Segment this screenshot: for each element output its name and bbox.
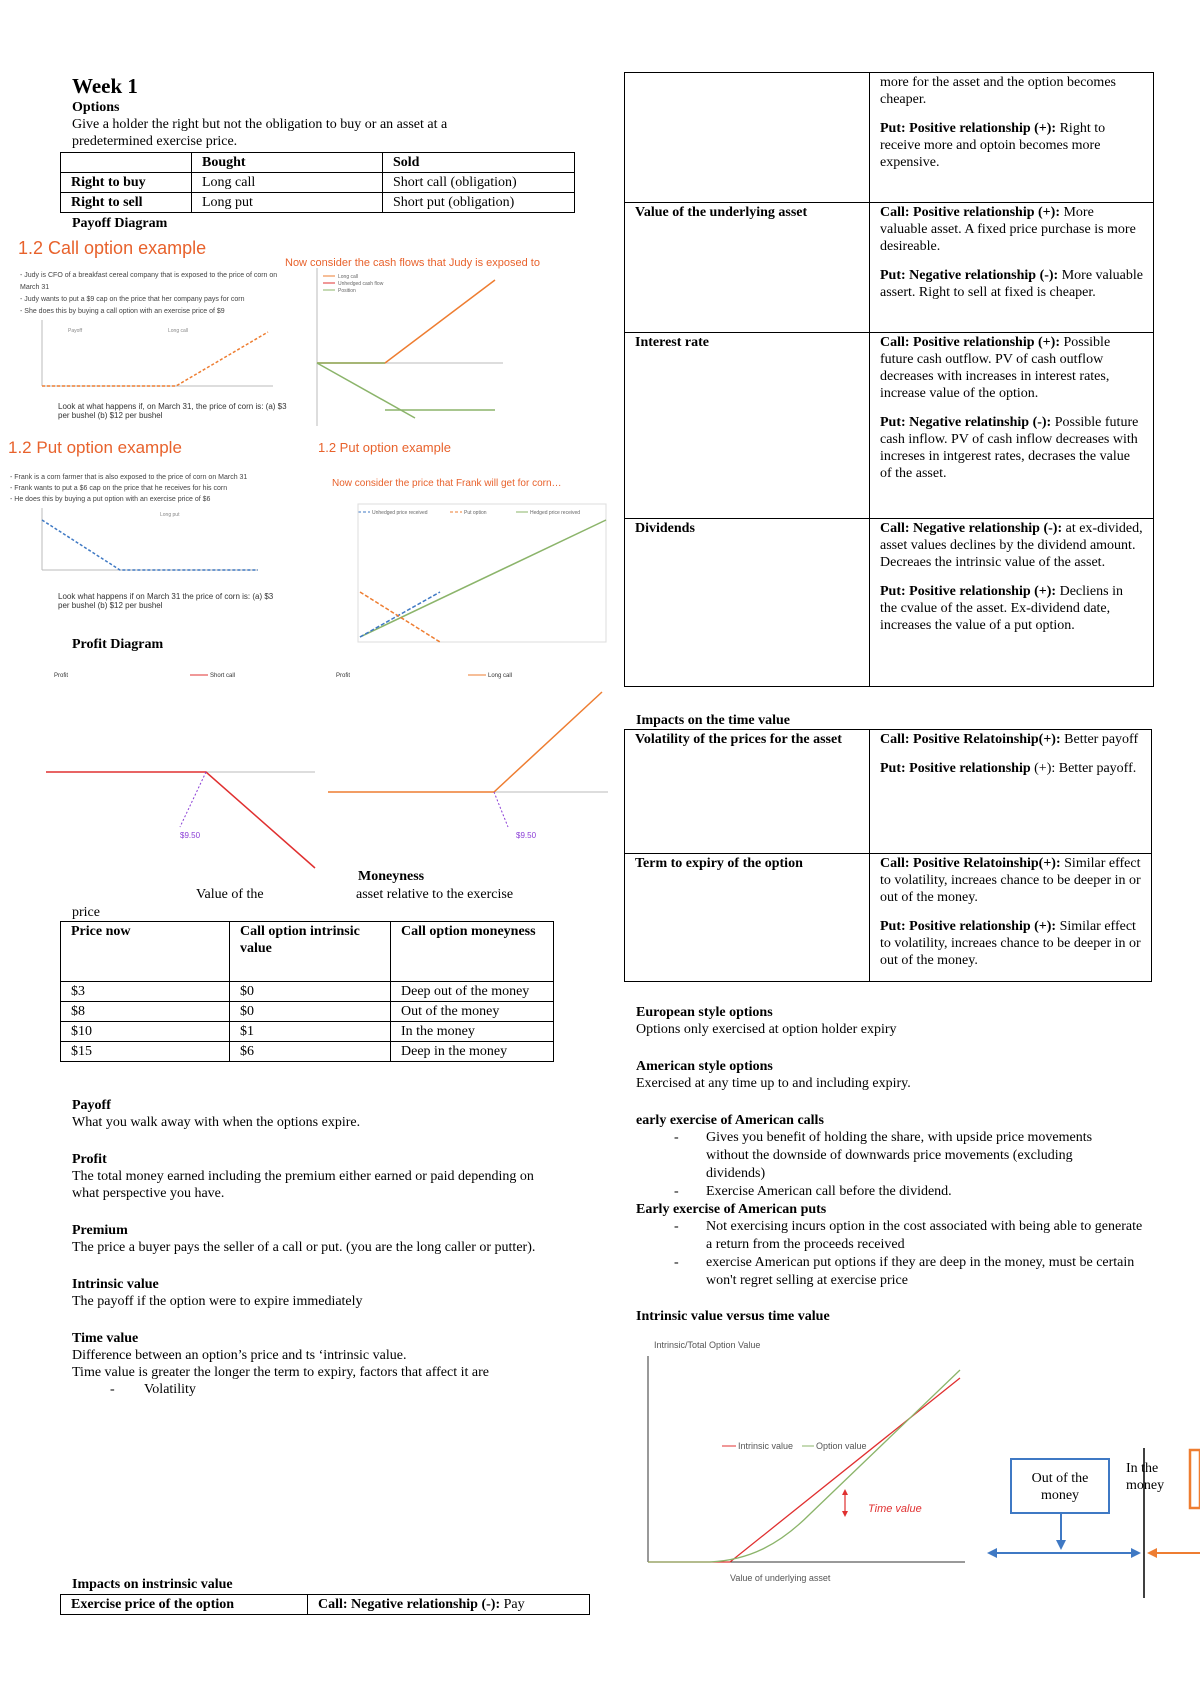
svg-text:Long put: Long put [160,512,180,518]
slide-put-right-title: 1.2 Put option example [318,440,451,455]
svg-text:Time value: Time value [868,1503,922,1515]
def-text: The price a buyer pays the seller of a call or put. (you are the long caller or putter). [72,1240,536,1255]
table-cell: Interest rate [625,333,870,519]
svg-text:Intrinsic/Total Option Value: Intrinsic/Total Option Value [654,1340,761,1350]
svg-text:Position: Position [338,288,356,294]
definitions [72,1097,562,1398]
def-text: Difference between an option’s price and ts ‘intrinsic value. Time value is greater the longer the term to expiry, factors that affect it are [72,1348,489,1380]
table-cell: $15 [61,1042,230,1062]
svg-text:Unhedged cash flow: Unhedged cash flow [338,281,384,287]
intrinsic-factors-table [624,72,1154,687]
def-term: Premium [72,1223,128,1238]
profit-diagram-heading: Profit Diagram [72,637,164,652]
early-puts-heading: Early exercise of American puts [636,1202,827,1217]
call-cash-flow-chart [305,268,505,428]
table-cell: Call: Negative relationship (-): at ex-divided, asset values declines by the dividend amount. Decreaes the intrinsic value of the asset. Put: Positive relationship (+): Decliens in the cvalue of the asset. Ex-dividend date, increases the value of a put option. [870,519,1154,687]
svg-text:$9.50: $9.50 [516,831,537,840]
intrinsic-vs-time-value-chart [640,1334,970,1584]
table-cell: Deep out of the money [391,982,554,1002]
american-heading: American style options [636,1059,773,1074]
list-item: - Volatility [110,1382,196,1397]
moneyness-arrow-diagram [985,1440,1200,1600]
short-call-profit-chart [30,662,320,894]
impacts-intrinsic-table [60,1594,590,1615]
def-term: Payoff [72,1098,111,1113]
list-item: - Not exercising incurs option in the cost associated with being able to generate a return from the proceeds received [636,1218,1146,1254]
svg-text:Value of underlying asset: Value of underlying asset [730,1573,831,1583]
svg-text:Hedged price received: Hedged price received [530,510,581,516]
table-cell: Short call (obligation) [383,173,575,193]
table-cell: Call: Positive relationship (+): Possible future cash outflow. PV of cash outflow decreases with increases in interest rates, increase value of the option. Put: Negative relatinship (-): Possible future cash inflow. PV of cash inflow decreases with increses in intgerest rates, decrases the value of the asset. [870,333,1154,519]
long-call-profit-chart [318,662,608,894]
table-cell: In the money [391,1022,554,1042]
table-row [625,333,1154,519]
svg-text:$9.50: $9.50 [180,831,201,840]
option-styles [636,1004,1176,1325]
time-factors-table [624,729,1152,982]
svg-text:Short call: Short call [210,673,236,679]
list-item: - Gives you benefit of holding the share, with upside price movements without the downside of downwards price movements (excluding dividends) [636,1129,1106,1183]
table-row [625,73,1154,203]
table-header-cell: Call option moneyness [391,922,554,982]
table-header-cell [61,153,192,173]
in-the-money-label: In the money [1126,1461,1165,1493]
table-cell: Call: Negative relationship (-): Pay [308,1595,590,1615]
table-row [625,519,1154,687]
table-header-cell: Sold [383,153,575,173]
slide-call-bullets: - Judy is CFO of a breakfast cereal company that is exposed to the price of corn on March 31 - Judy wants to put a $9 cap on the price that her company pays for corn - She does this by buying a call option with an exercise price of $9 [20,272,278,315]
table-cell: $1 [230,1022,391,1042]
european-heading: European style options [636,1005,773,1020]
table-cell: Call: Positive relationship (+): More valuable asset. A fixed price purchase is more desireable. Put: Negative relationship (-): More valuable assert. Right to sell at fixed is cheaper. [870,203,1154,333]
table-cell: more for the asset and the option becomes cheaper. Put: Positive relationship (+): Right to receive more and optoin becomes more expensive. [870,73,1154,203]
table-cell: Exercise price of the option [61,1595,308,1615]
table-cell: Long call [192,173,383,193]
slide-call-right-title: Now consider the cash flows that Judy is exposed to [285,257,540,269]
list-item: - Exercise American call before the dividend. [636,1183,1176,1201]
options-table [60,152,575,213]
table-row [625,854,1152,982]
def-term: Time value [72,1331,139,1346]
def-term: Profit [72,1152,107,1167]
svg-text:Long call: Long call [488,673,513,679]
table-cell [625,73,870,203]
impacts-intrinsic-heading: Impacts on instrinsic value [72,1577,233,1592]
impacts-time-heading: Impacts on the time value [636,713,790,728]
slide-put-bullets: - Frank is a corn farmer that is also exposed to the price of corn on March 31 - Frank wants to put a $6 cap on the price that he receives for his corn - He does this by buying a put option with an exercise price of $6 [10,474,248,503]
table-row [61,173,575,193]
svg-text:Profit: Profit [336,673,351,679]
table-cell: $3 [61,982,230,1002]
slide-put-sub: Now consider the price that Frank will get for corn… [332,478,562,489]
table-row [61,193,575,213]
table-cell: Right to sell [61,193,192,213]
table-header-cell: Bought [192,153,383,173]
table-row [61,982,554,1002]
early-calls-heading: early exercise of American calls [636,1113,824,1128]
svg-text:Long call: Long call [338,274,359,280]
out-of-money-box: Out of the money [1010,1458,1110,1514]
table-cell: Short put (obligation) [383,193,575,213]
moneyness-text-b: asset relative to the exercise [356,887,514,902]
table-row [61,1042,554,1062]
table-cell: Long put [192,193,383,213]
slide-call-title: 1.2 Call option example [18,238,207,258]
table-row [61,1002,554,1022]
svg-text:Intrinsic value: Intrinsic value [738,1441,794,1451]
table-row [61,1595,590,1615]
table-cell: $0 [230,982,391,1002]
table-cell: Term to expiry of the option [625,854,870,982]
table-cell: $0 [230,1002,391,1022]
table-cell: Call: Positive Relatoinship(+): Similar effect to volatility, increaes chance to be deeper in or out of the money. Put: Positive relationship (+): Similar effect to volatility, increaes chance to be deeper in or out of the money. [870,854,1152,982]
call-payoff-mini-chart [28,320,276,400]
svg-text:Payoff: Payoff [68,328,83,334]
put-payoff-mini-chart [30,508,260,588]
table-cell: Call: Positive Relatoinship(+): Better payoff Put: Positive relationship (+): Better payoff. [870,730,1152,854]
def-text: The payoff if the option were to expire immediately [72,1294,363,1309]
def-term: Intrinsic value [72,1277,159,1292]
payoff-diagram-heading: Payoff Diagram [72,216,168,231]
table-cell: $6 [230,1042,391,1062]
table-cell: Volatility of the prices for the asset [625,730,870,854]
moneyness-table [60,921,554,1062]
def-text: The total money earned including the premium either earned or paid depending on what perspective you have. [72,1169,534,1201]
table-header-cell: Price now [61,922,230,982]
moneyness-text-a: Value of the [196,887,264,902]
european-text: Options only exercised at option holder expiry [636,1022,897,1037]
svg-text:Option value: Option value [816,1441,867,1451]
moneyness-text-c: price [72,905,100,920]
ivtv-heading: Intrinsic value versus time value [636,1309,830,1324]
moneyness-heading: Moneyness [358,869,425,884]
svg-text:Profit: Profit [54,673,69,679]
page-title: Week 1 [72,74,138,98]
svg-text:Put option: Put option [464,510,487,516]
slide-put-title: 1.2 Put option example [8,438,182,457]
table-cell: $10 [61,1022,230,1042]
table-cell: Deep in the money [391,1042,554,1062]
early-puts-list [636,1218,1176,1290]
slide-call-note: Look at what happens if, on March 31, the price of corn is: (a) $3 per bushel (b) $12 per bushel [58,402,287,420]
table-cell: Right to buy [61,173,192,193]
table-row [625,730,1152,854]
options-heading: Options [72,100,120,115]
table-cell: Dividends [625,519,870,687]
table-row [61,1022,554,1042]
svg-text:Unhedged price received: Unhedged price received [372,510,428,516]
options-text: Give a holder the right but not the obligation to buy or an asset at a predetermined exercise price. [72,117,448,149]
def-text: What you walk away with when the options expire. [72,1115,361,1130]
american-text: Exercised at any time up to and including expiry. [636,1076,911,1091]
svg-text:Long call: Long call [168,328,189,334]
table-header-cell: Call option intrinsic value [230,922,391,982]
table-cell: Value of the underlying asset [625,203,870,333]
table-row [625,203,1154,333]
table-cell: Out of the money [391,1002,554,1022]
list-item: - exercise American put options if they are deep in the money, must be certain won't regret selling at exercise price [636,1254,1146,1290]
early-calls-list [636,1129,1176,1201]
table-cell: $8 [61,1002,230,1022]
put-price-chart [330,492,610,644]
slide-put-note: Look what happens if on March 31 the price of corn is: (a) $3 per bushel (b) $12 per bushel [58,592,274,610]
